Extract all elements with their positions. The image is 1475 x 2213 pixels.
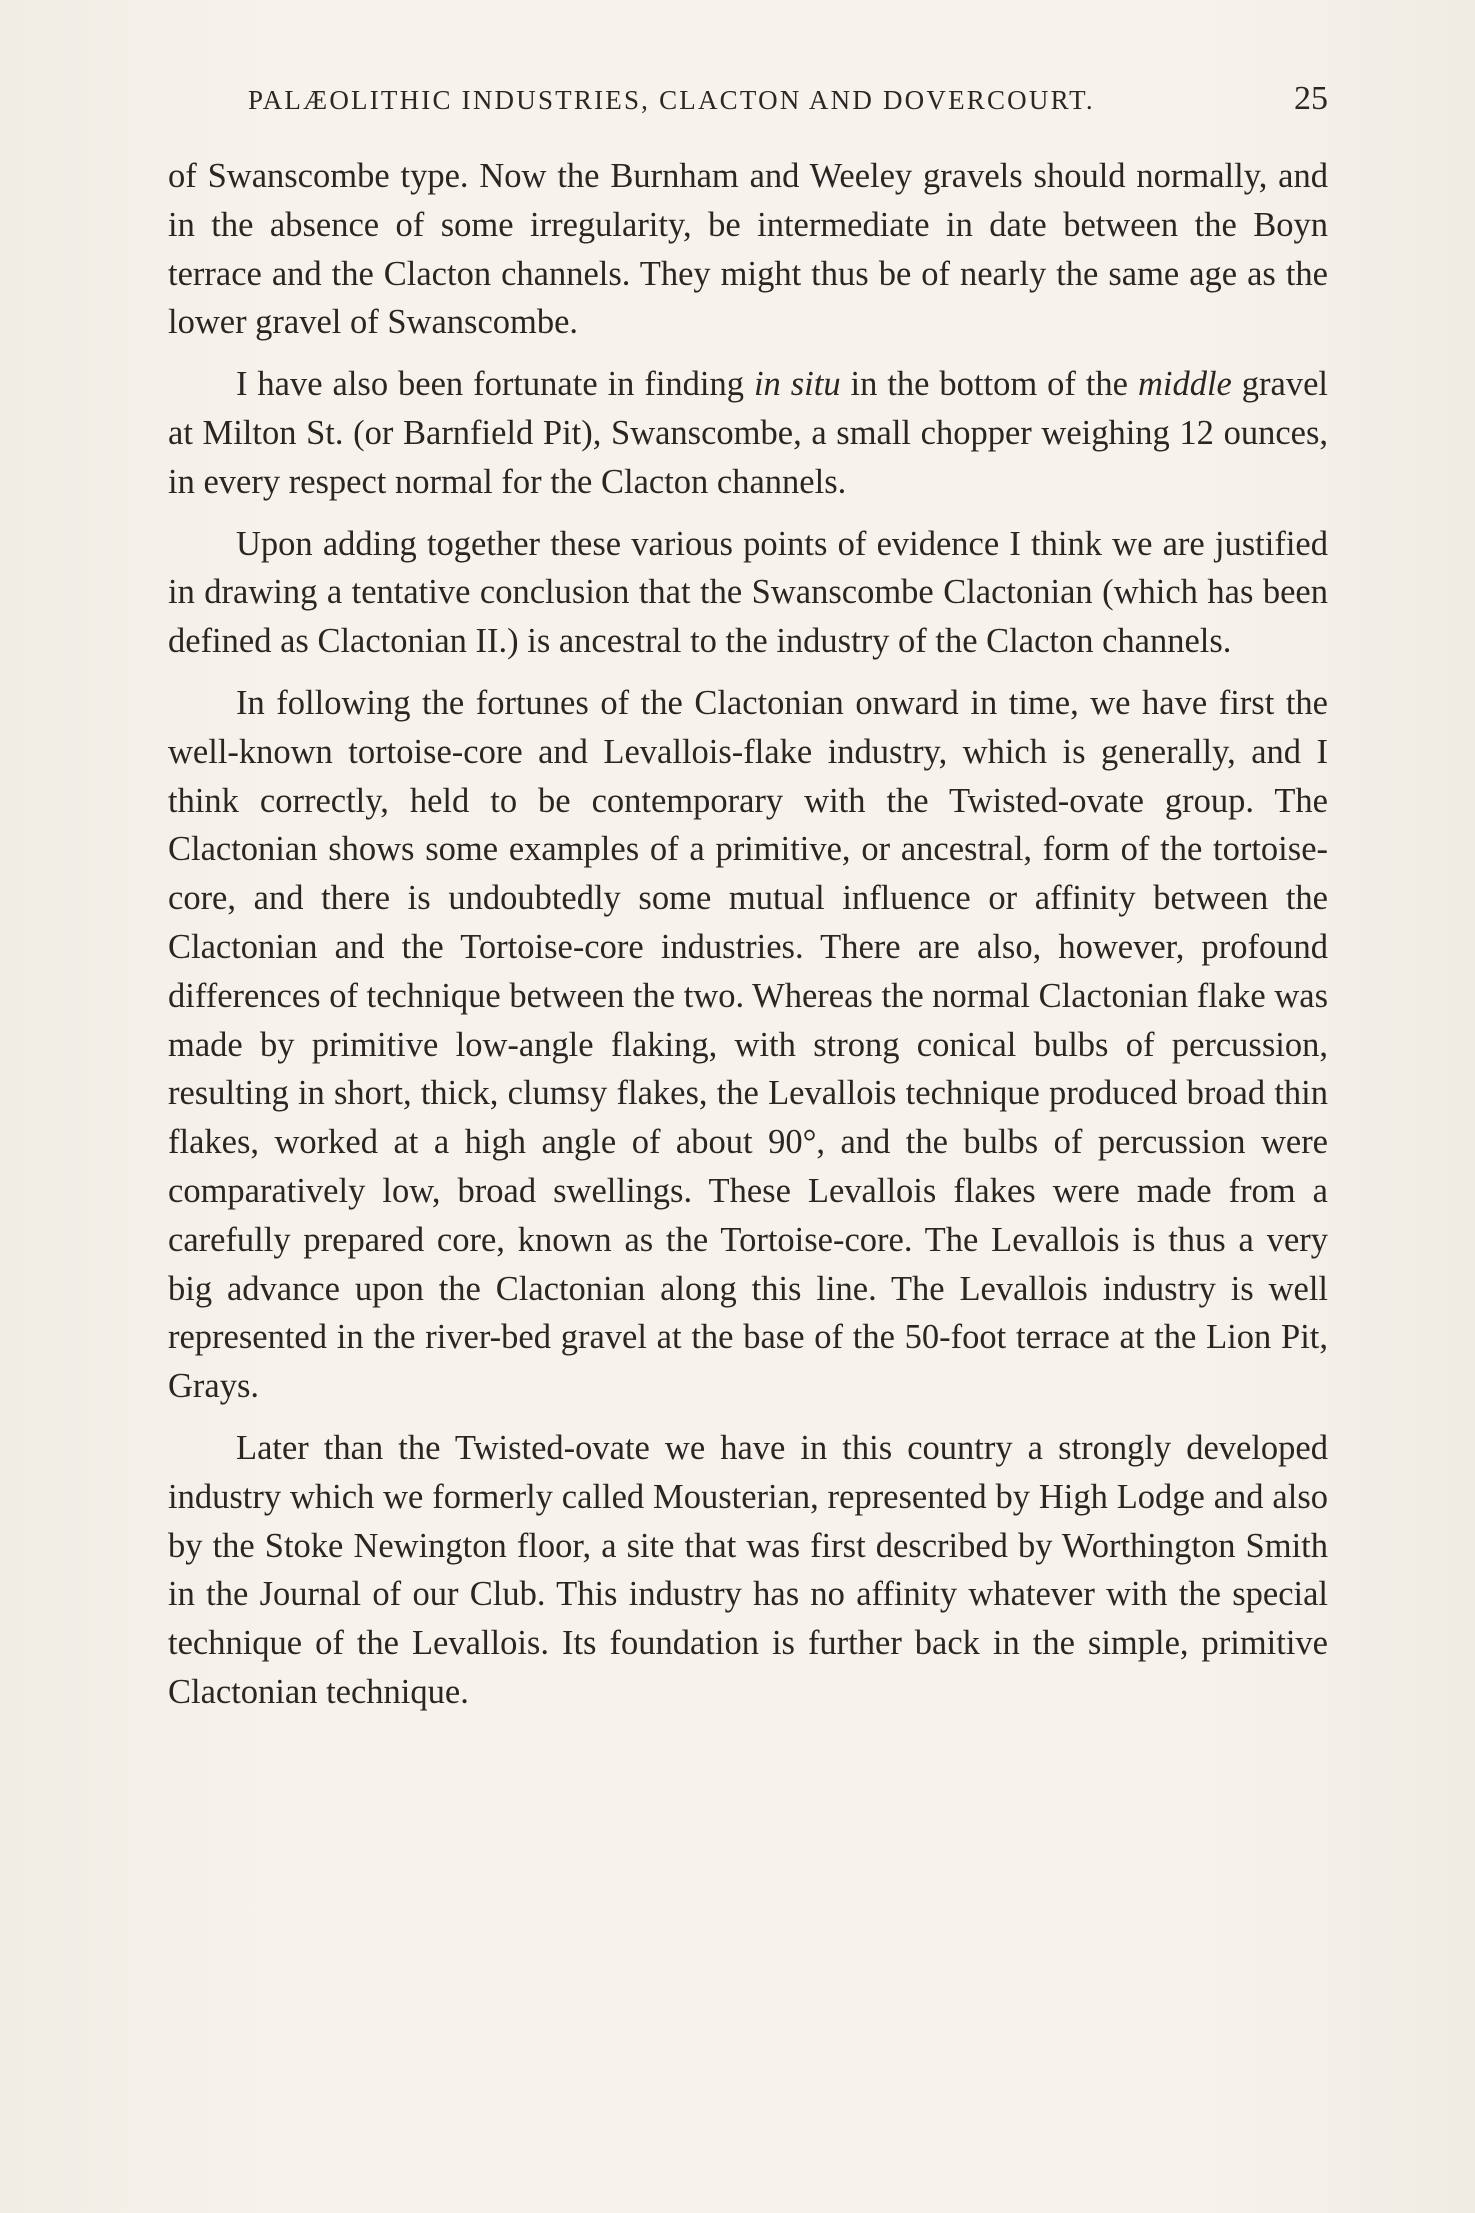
italic-in-situ: in situ xyxy=(753,365,841,404)
paragraph-2-text-c: gravel at Milton St. (or Barnfield Pit), Swanscombe, a small chopper weighing 12 ounces, in every respect normal for the Clacton channels. xyxy=(168,365,1328,501)
paragraph-1 xyxy=(168,152,1328,347)
paragraph-2-text-b: in the bottom of the xyxy=(840,365,1138,404)
paragraph-2-text-a: I have also been fortunate in finding xyxy=(236,365,754,404)
paragraph-3-text: Upon adding together these various points of evidence I think we are justified in drawing a tentative conclusion that the Swanscombe Clactonian (which has been defined as Clactonian II.) is ancestral to the industry of the Clacton channels. xyxy=(168,524,1328,661)
paragraph-5-text: Later than the Twisted-ovate we have in this country a strongly developed industry which we formerly called Mousterian, represented by High Lodge and also by the Stoke Newington floor, a site that was first described by Worthington Smith in the Journal of our Club. This industry has no affinity whatever with the special technique of the Levallois. Its foundation is further back in the simple, primitive Clactonian technique. xyxy=(168,1428,1328,1711)
paragraph-3 xyxy=(168,520,1328,666)
body-text xyxy=(168,152,1328,1730)
paragraph-4 xyxy=(168,679,1328,1411)
paragraph-4-text: In following the fortunes of the Clactonian onward in time, we have first the well-known tortoise-core and Levallois-flake industry, which is generally, and I think correctly, held to be contemporary with the Twisted-ovate group. The Clactonian shows some examples of a primitive, or ancestral, form of the tortoise-core, and there is undoubtedly some mutual influence or affinity between the Clactonian and the Tortoise-core industries. There are also, however, profound differences of technique between the two. Whereas the normal Clactonian flake was made by primitive low-angle flaking, with strong conical bulbs of percussion, resulting in short, thick, clumsy flakes, the Levallois technique produced broad thin flakes, worked at a high angle of about 90°, and the bulbs of percussion were comparatively low, broad swellings. These Levallois flakes were made from a carefully prepared core, known as the Tortoise-core. The Levallois is thus a very big advance upon the Clactonian along this line. The Levallois industry is well represented in the river-bed gravel at the base of the 50-foot terrace at the Lion Pit, Grays. xyxy=(168,683,1328,1406)
paragraph-5 xyxy=(168,1424,1328,1717)
paragraph-2 xyxy=(168,360,1328,506)
page-number: 25 xyxy=(1294,80,1328,117)
paragraph-1-text: of Swanscombe type. Now the Burnham and Weeley gravels should normally, and in the absence of some irregularity, be intermediate in date between the Boyn terrace and the Clacton channels. They might thus be of nearly the same age as the lower gravel of Swanscombe. xyxy=(168,157,1328,342)
italic-middle: middle xyxy=(1137,365,1232,404)
running-head xyxy=(168,80,1328,130)
running-title: PALÆOLITHIC INDUSTRIES, CLACTON AND DOVERCOURT. xyxy=(248,85,1095,115)
